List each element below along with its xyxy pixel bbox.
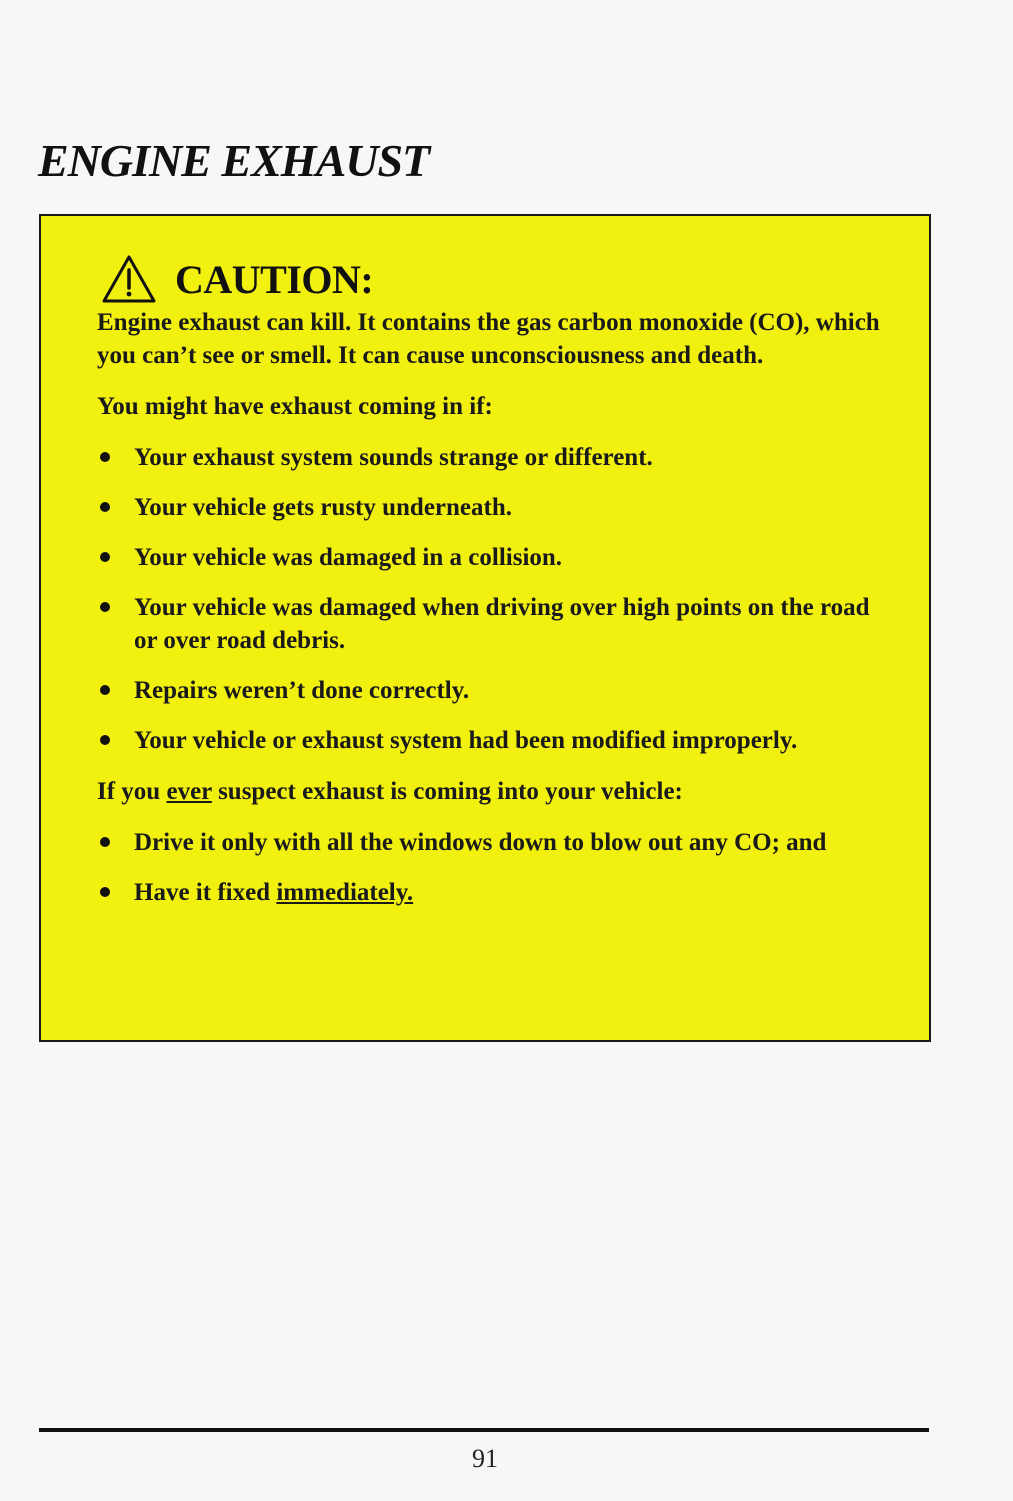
immediately-emphasis: immediately. — [276, 879, 414, 906]
condition-item — [97, 441, 887, 474]
action-item — [97, 826, 887, 859]
footer-rule — [39, 1428, 929, 1432]
bullet-icon — [100, 735, 110, 745]
condition-item — [97, 491, 887, 524]
condition-item — [97, 541, 887, 574]
action-text: Drive it only with all the windows down to blow out any CO; and — [134, 829, 827, 856]
action-item — [97, 876, 887, 909]
bullet-icon — [100, 887, 110, 897]
suspect-suffix: suspect exhaust is coming into your vehicle: — [211, 778, 683, 805]
bullet-icon — [100, 552, 110, 562]
bullet-icon — [100, 602, 110, 612]
action-text — [134, 879, 413, 906]
caution-box — [39, 214, 931, 1042]
condition-text: Your vehicle was damaged in a collision. — [134, 544, 563, 571]
action-list — [97, 826, 887, 909]
condition-text: Repairs weren’t done correctly. — [134, 677, 470, 704]
fix-prefix: Have it fixed — [134, 879, 277, 906]
condition-text: Your exhaust system sounds strange or different. — [134, 444, 653, 471]
condition-item — [97, 724, 887, 757]
suspect-prefix: If you — [97, 778, 167, 805]
condition-item — [97, 591, 887, 657]
condition-text: Your vehicle was damaged when driving over high points on the road or over road debris. — [134, 594, 870, 654]
caution-lead-in: You might have exhaust coming in if: — [97, 393, 493, 420]
condition-text: Your vehicle gets rusty underneath. — [134, 494, 513, 521]
condition-text: Your vehicle or exhaust system had been modified improperly. — [134, 727, 798, 754]
bullet-icon — [100, 837, 110, 847]
caution-intro: Engine exhaust can kill. It contains the gas carbon monoxide (CO), which you can’t see or smell. It can cause unconsciousness and death. — [97, 309, 880, 369]
condition-list — [97, 441, 887, 757]
suspect-statement — [97, 775, 887, 808]
page-number: 91 — [472, 1444, 498, 1473]
ever-emphasis: ever — [166, 778, 212, 805]
bullet-icon — [100, 452, 110, 462]
condition-item — [97, 674, 887, 707]
warning-triangle-icon — [101, 254, 157, 304]
caution-label: CAUTION: — [175, 256, 374, 302]
caution-body — [97, 306, 887, 927]
page-title: ENGINE EXHAUST — [38, 135, 430, 186]
bullet-icon — [100, 685, 110, 695]
caution-heading — [101, 254, 373, 304]
bullet-icon — [100, 502, 110, 512]
